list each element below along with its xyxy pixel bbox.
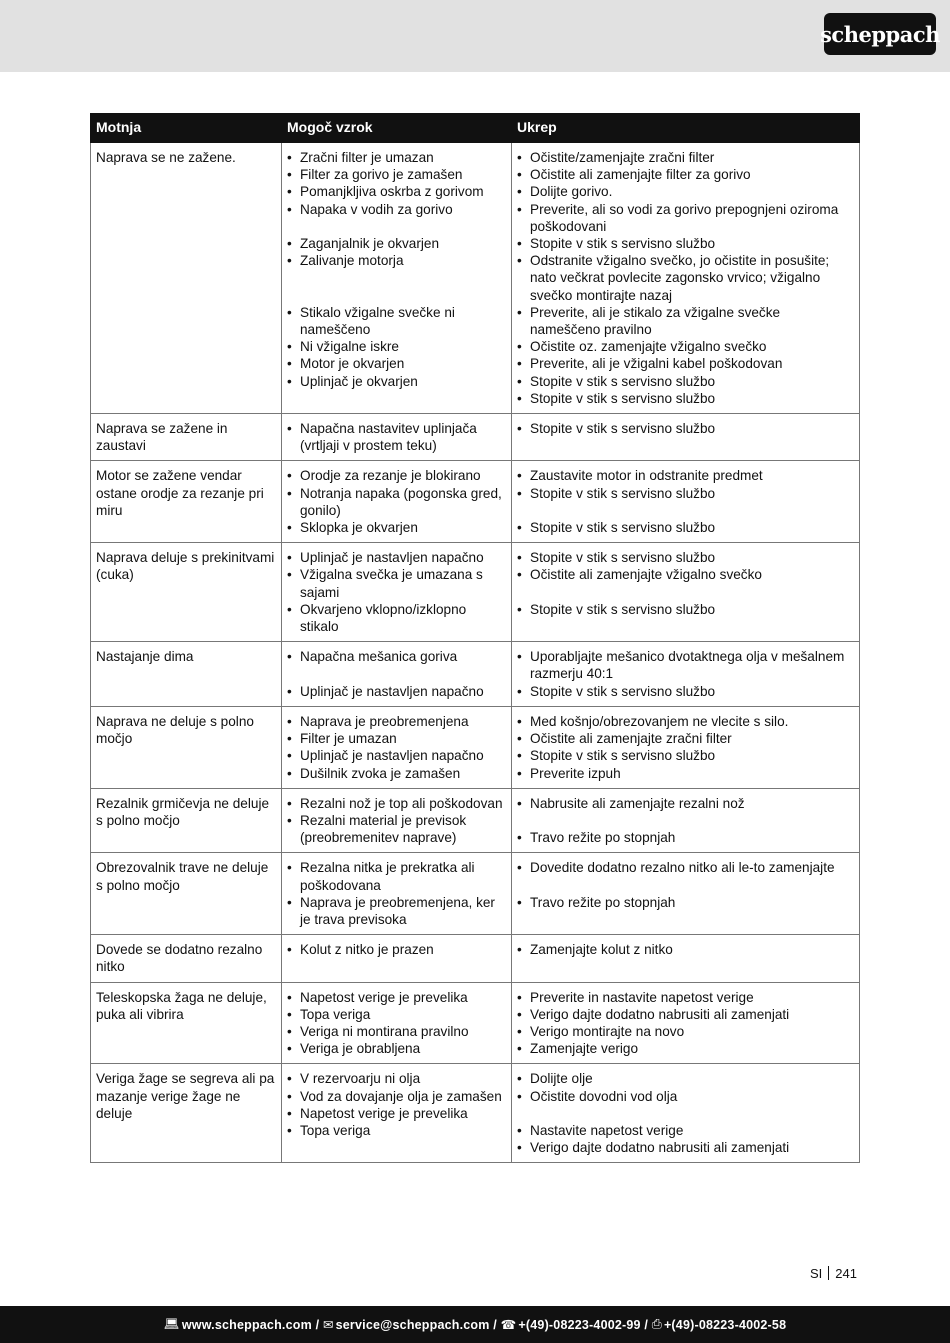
remedy-item: • Stopite v stik s servisno službo xyxy=(517,519,854,536)
table-row xyxy=(91,982,860,1064)
fault-cell: Naprava se ne zažene. xyxy=(91,143,282,414)
remedy-item: • Odstranite vžigalno svečko, jo očistite in posušite; nato večkrat povlecite zagonsko vrvico; vžigalno svečko montirajte nazaj xyxy=(517,252,854,304)
cause-item: • Pomanjkljiva oskrba z gorivom xyxy=(287,183,506,200)
fault-cell: Rezalnik grmičevja ne deluje s polno močjo xyxy=(91,788,282,853)
remedy-item: • Očistite ali zamenjajte filter za gorivo xyxy=(517,166,854,183)
remedy-item: • Stopite v stik s servisno službo xyxy=(517,747,854,764)
cause-item: • Uplinjač je nastavljen napačno xyxy=(287,747,506,764)
remedy-item: • Travo režite po stopnjah xyxy=(517,829,854,846)
footer-fax: +(49)-08223-4002-58 xyxy=(663,1317,787,1332)
column-header-remedy: Ukrep xyxy=(512,114,860,143)
cause-item xyxy=(287,269,506,286)
cause-cell-list xyxy=(287,941,506,958)
cause-cell-list xyxy=(287,149,506,390)
cause-cell-list xyxy=(287,549,506,635)
fault-cell: Motor se zažene vendar ostane orodje za rezanje pri miru xyxy=(91,461,282,543)
remedy-cell-list xyxy=(517,859,854,911)
remedy-item xyxy=(517,584,854,601)
remedy-item: • Preverite izpuh xyxy=(517,765,854,782)
remedy-item: • Dolijte olje xyxy=(517,1070,854,1087)
remedy-cell xyxy=(512,1064,860,1163)
remedy-item: • Nabrusite ali zamenjajte rezalni nož xyxy=(517,795,854,812)
cause-cell-list xyxy=(287,648,506,700)
cause-item: • Notranja napaka (pogonska gred, gonilo) xyxy=(287,485,506,519)
remedy-item: • Dolijte gorivo. xyxy=(517,183,854,200)
cause-cell-list xyxy=(287,989,506,1058)
table-row xyxy=(91,642,860,707)
cause-cell xyxy=(282,414,512,461)
cause-item: • Napetost verige je prevelika xyxy=(287,1105,506,1122)
footer-bar: 💻︎ www.scheppach.com / ✉︎ service@scheppach.com / ☎ +(49)-08223-4002-99 / ⎙ +(49)-08223-4002-58 xyxy=(0,1306,950,1343)
remedy-cell-list xyxy=(517,941,854,958)
cause-item: • Uplinjač je okvarjen xyxy=(287,373,506,390)
cause-item: • Ni vžigalne iskre xyxy=(287,338,506,355)
table-row xyxy=(91,461,860,543)
cause-cell xyxy=(282,1064,512,1163)
cause-item: • Sklopka je okvarjen xyxy=(287,519,506,536)
remedy-item: • Očistite dovodni vod olja xyxy=(517,1088,854,1105)
cause-item: • Vod za dovajanje olja je zamašen xyxy=(287,1088,506,1105)
cause-item: • Kolut z nitko je prazen xyxy=(287,941,506,958)
remedy-item: • Stopite v stik s servisno službo xyxy=(517,420,854,437)
cause-item: • Veriga je obrabljena xyxy=(287,1040,506,1057)
remedy-item xyxy=(517,812,854,829)
cause-item: • Topa veriga xyxy=(287,1006,506,1023)
remedy-cell-list xyxy=(517,420,854,437)
table-row xyxy=(91,1064,860,1163)
table-row xyxy=(91,543,860,642)
cause-cell-list xyxy=(287,713,506,782)
remedy-item: • Stopite v stik s servisno službo xyxy=(517,683,854,700)
footer-website-link[interactable]: www.scheppach.com xyxy=(181,1317,312,1332)
cause-item: • Dušilnik zvoka je zamašen xyxy=(287,765,506,782)
cause-item: • Zalivanje motorja xyxy=(287,252,506,269)
cause-item: • Naprava je preobremenjena, ker je trava previsoka xyxy=(287,894,506,928)
table-row xyxy=(91,706,860,788)
cause-item xyxy=(287,665,506,682)
brand-logo: scheppach xyxy=(824,13,936,55)
remedy-item: • Travo režite po stopnjah xyxy=(517,894,854,911)
fault-cell: Dovede se dodatno rezalno nitko xyxy=(91,935,282,982)
cause-cell xyxy=(282,982,512,1064)
remedy-item: • Stopite v stik s servisno službo xyxy=(517,235,854,252)
column-header-fault: Motnja xyxy=(91,114,282,143)
cause-item: • Motor je okvarjen xyxy=(287,355,506,372)
cause-cell xyxy=(282,788,512,853)
remedy-cell xyxy=(512,461,860,543)
remedy-item: • Očistite ali zamenjajte zračni filter xyxy=(517,730,854,747)
cause-item: • Veriga ni montirana pravilno xyxy=(287,1023,506,1040)
remedy-cell xyxy=(512,414,860,461)
cause-cell-list xyxy=(287,420,506,454)
cause-cell-list xyxy=(287,859,506,928)
cause-item: • Napačna nastavitev uplinjača (vrtljaji v prostem teku) xyxy=(287,420,506,454)
remedy-item: • Očistite/zamenjajte zračni filter xyxy=(517,149,854,166)
cause-item: • Orodje za rezanje je blokirano xyxy=(287,467,506,484)
cause-item: • Zaganjalnik je okvarjen xyxy=(287,235,506,252)
remedy-cell xyxy=(512,543,860,642)
table-row xyxy=(91,853,860,935)
remedy-cell xyxy=(512,788,860,853)
cause-item: • Filter za gorivo je zamašen xyxy=(287,166,506,183)
remedy-item xyxy=(517,502,854,519)
remedy-item: • Med košnjo/obrezovanjem ne vlecite s silo. xyxy=(517,713,854,730)
remedy-cell xyxy=(512,853,860,935)
envelope-icon: ✉︎ xyxy=(322,1318,334,1332)
footer-email-link[interactable]: service@scheppach.com xyxy=(335,1317,490,1332)
remedy-item: • Verigo montirajte na novo xyxy=(517,1023,854,1040)
cause-item: • Vžigalna svečka je umazana s sajami xyxy=(287,566,506,600)
table-header-row xyxy=(91,114,860,143)
cause-item: • Topa veriga xyxy=(287,1122,506,1139)
cause-item: • Rezalni nož je top ali poškodovan xyxy=(287,795,506,812)
footer-phone: +(49)-08223-4002-99 xyxy=(518,1317,641,1332)
remedy-item: • Očistite ali zamenjajte vžigalno svečko xyxy=(517,566,854,583)
page-number-value: 241 xyxy=(835,1266,857,1281)
cause-cell xyxy=(282,461,512,543)
remedy-cell-list xyxy=(517,1070,854,1156)
cause-cell-list xyxy=(287,1070,506,1139)
language-code: SI xyxy=(810,1266,823,1281)
remedy-item: • Dovedite dodatno rezalno nitko ali le-to zamenjajte xyxy=(517,859,854,876)
remedy-item: • Stopite v stik s servisno službo xyxy=(517,485,854,502)
cause-cell xyxy=(282,935,512,982)
remedy-cell-list xyxy=(517,648,854,700)
remedy-cell-list xyxy=(517,149,854,407)
cause-item: • Okvarjeno vklopno/izklopno stikalo xyxy=(287,601,506,635)
remedy-item: • Stopite v stik s servisno službo xyxy=(517,549,854,566)
cause-cell xyxy=(282,143,512,414)
remedy-cell xyxy=(512,706,860,788)
cause-item: • Uplinjač je nastavljen napačno xyxy=(287,683,506,700)
header-band xyxy=(0,0,950,72)
cause-cell-list xyxy=(287,467,506,536)
troubleshooting-table xyxy=(90,113,860,1163)
fault-cell: Obrezovalnik trave ne deluje s polno močjo xyxy=(91,853,282,935)
computer-icon: 💻︎ xyxy=(163,1317,180,1331)
cause-cell xyxy=(282,853,512,935)
cause-item: • Uplinjač je nastavljen napačno xyxy=(287,549,506,566)
page-separator xyxy=(828,1266,829,1280)
fault-cell: Naprava se zažene in zaustavi xyxy=(91,414,282,461)
cause-item: • Zračni filter je umazan xyxy=(287,149,506,166)
cause-cell xyxy=(282,642,512,707)
table-row xyxy=(91,788,860,853)
cause-cell-list xyxy=(287,795,506,847)
column-header-cause: Mogoč vzrok xyxy=(282,114,512,143)
phone-icon: ☎ xyxy=(500,1318,517,1332)
remedy-item xyxy=(517,1105,854,1122)
fault-cell: Naprava ne deluje s polno močjo xyxy=(91,706,282,788)
remedy-cell xyxy=(512,982,860,1064)
cause-item: • Filter je umazan xyxy=(287,730,506,747)
fault-cell: Naprava deluje s prekinitvami (cuka) xyxy=(91,543,282,642)
remedy-item: • Stopite v stik s servisno službo xyxy=(517,390,854,407)
fault-cell: Veriga žage se segreva ali pa mazanje verige žage ne deluje xyxy=(91,1064,282,1163)
fax-icon: ⎙ xyxy=(651,1317,662,1331)
remedy-cell-list xyxy=(517,467,854,536)
cause-item: • Napaka v vodih za gorivo xyxy=(287,201,506,218)
fault-cell: Nastajanje dima xyxy=(91,642,282,707)
remedy-item: • Stopite v stik s servisno službo xyxy=(517,601,854,618)
cause-item: • Naprava je preobremenjena xyxy=(287,713,506,730)
cause-item xyxy=(287,218,506,235)
remedy-item: • Stopite v stik s servisno službo xyxy=(517,373,854,390)
remedy-item: • Preverite, ali je stikalo za vžigalne svečke nameščeno pravilno xyxy=(517,304,854,338)
remedy-item: • Uporabljajte mešanico dvotaktnega olja v mešalnem razmerju 40:1 xyxy=(517,648,854,682)
table-row xyxy=(91,414,860,461)
remedy-item: • Nastavite napetost verige xyxy=(517,1122,854,1139)
remedy-item: • Preverite in nastavite napetost verige xyxy=(517,989,854,1006)
remedy-cell xyxy=(512,642,860,707)
cause-item xyxy=(287,287,506,304)
remedy-cell-list xyxy=(517,713,854,782)
remedy-cell xyxy=(512,143,860,414)
table-row xyxy=(91,143,860,414)
remedy-cell xyxy=(512,935,860,982)
remedy-item xyxy=(517,877,854,894)
remedy-cell-list xyxy=(517,795,854,847)
cause-cell xyxy=(282,543,512,642)
cause-item: • Rezalna nitka je prekratka ali poškodovana xyxy=(287,859,506,893)
cause-item: • V rezervoarju ni olja xyxy=(287,1070,506,1087)
remedy-item: • Verigo dajte dodatno nabrusiti ali zamenjati xyxy=(517,1139,854,1156)
remedy-item: • Preverite, ali so vodi za gorivo prepognjeni oziroma poškodovani xyxy=(517,201,854,235)
cause-item: • Rezalni material je previsok (preobremenitev naprave) xyxy=(287,812,506,846)
remedy-item: • Verigo dajte dodatno nabrusiti ali zamenjati xyxy=(517,1006,854,1023)
cause-cell xyxy=(282,706,512,788)
table-row xyxy=(91,935,860,982)
remedy-item: • Preverite, ali je vžigalni kabel poškodovan xyxy=(517,355,854,372)
remedy-item: • Zamenjajte kolut z nitko xyxy=(517,941,854,958)
remedy-item: • Očistite oz. zamenjajte vžigalno svečko xyxy=(517,338,854,355)
remedy-item: • Zamenjajte verigo xyxy=(517,1040,854,1057)
page-number xyxy=(810,1266,857,1281)
fault-cell: Teleskopska žaga ne deluje, puka ali vibrira xyxy=(91,982,282,1064)
cause-item: • Napačna mešanica goriva xyxy=(287,648,506,665)
remedy-item: • Zaustavite motor in odstranite predmet xyxy=(517,467,854,484)
remedy-cell-list xyxy=(517,989,854,1058)
cause-item: • Stikalo vžigalne svečke ni nameščeno xyxy=(287,304,506,338)
remedy-cell-list xyxy=(517,549,854,618)
cause-item: • Napetost verige je prevelika xyxy=(287,989,506,1006)
